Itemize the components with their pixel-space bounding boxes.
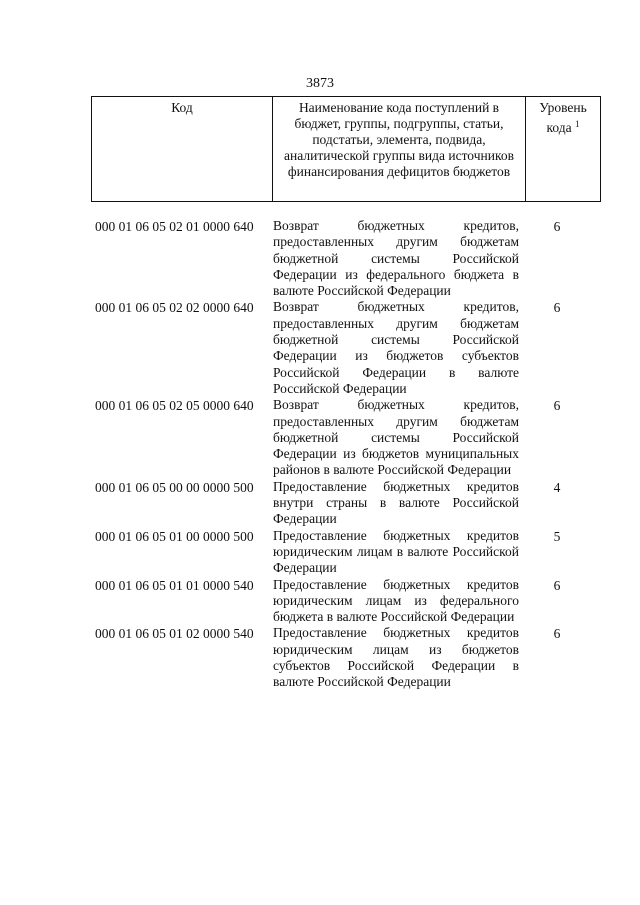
row-level: 6 xyxy=(553,219,561,234)
row-code: 000 01 06 05 02 02 0000 640 xyxy=(95,300,254,316)
row-level: 6 xyxy=(553,626,561,642)
table-row xyxy=(95,577,595,626)
codes-list xyxy=(95,218,595,691)
row-code: 000 01 06 05 02 05 0000 640 xyxy=(95,398,254,414)
row-name: Предоставление бюджетных кредитов внутри страны в валюте Российской Федерации xyxy=(273,478,519,527)
header-level-footnote: 1 xyxy=(574,119,580,129)
row-name: Возврат бюджетных кредитов, предоставленных другим бюджетам бюджетной системы Российской Федерации из федерального бюджета в валюте Российской Федерации xyxy=(273,218,519,299)
table-row xyxy=(95,299,595,397)
page-number: 3873 xyxy=(306,76,334,91)
table-row xyxy=(95,479,595,528)
table-row xyxy=(95,528,595,577)
row-level: 5 xyxy=(553,528,561,544)
header-code: Код xyxy=(171,100,193,115)
row-name: Предоставление бюджетных кредитов юридическим лицам из бюджетов субъектов Российской Федерации в валюте Российской Федерации xyxy=(273,625,519,690)
table-row xyxy=(95,397,595,478)
header-table xyxy=(91,96,601,202)
row-code: 000 01 06 05 01 02 0000 540 xyxy=(95,626,254,642)
table-row xyxy=(95,625,595,690)
row-code: 000 01 06 05 01 00 0000 500 xyxy=(95,528,254,544)
row-level: 4 xyxy=(553,479,561,495)
header-row xyxy=(92,97,601,202)
row-code: 000 01 06 05 01 01 0000 540 xyxy=(95,577,254,593)
row-level: 6 xyxy=(553,398,561,414)
row-name: Предоставление бюджетных кредитов юридическим лицам в валюте Российской Федерации xyxy=(273,527,519,576)
header-name: Наименование кода поступлений в бюджет, группы, подгруппы, статьи, подстатьи, элемента, подвида, аналитической группы вида источников финансирования дефицитов бюджетов xyxy=(284,100,514,179)
row-name: Возврат бюджетных кредитов, предоставленных другим бюджетам бюджетной системы Российской Федерации из бюджетов субъектов Российской Федерации в валюте Российской Федерации xyxy=(273,299,519,396)
header-level-cell xyxy=(526,97,601,202)
row-code: 000 01 06 05 00 00 0000 500 xyxy=(95,479,254,495)
table-row xyxy=(95,218,595,299)
header-code-cell xyxy=(92,97,273,202)
header-name-cell xyxy=(273,97,526,202)
row-name: Возврат бюджетных кредитов, предоставленных другим бюджетам бюджетной системы Российской Федерации из бюджетов муниципальных районов в валюте Российской Федерации xyxy=(273,397,519,478)
row-level: 6 xyxy=(553,577,561,593)
row-code: 000 01 06 05 02 01 0000 640 xyxy=(95,219,254,234)
row-name: Предоставление бюджетных кредитов юридическим лицам из федерального бюджета в валюте Российской Федерации xyxy=(273,576,519,625)
header-level: Уровень кода xyxy=(539,100,587,135)
row-level: 6 xyxy=(553,300,561,316)
